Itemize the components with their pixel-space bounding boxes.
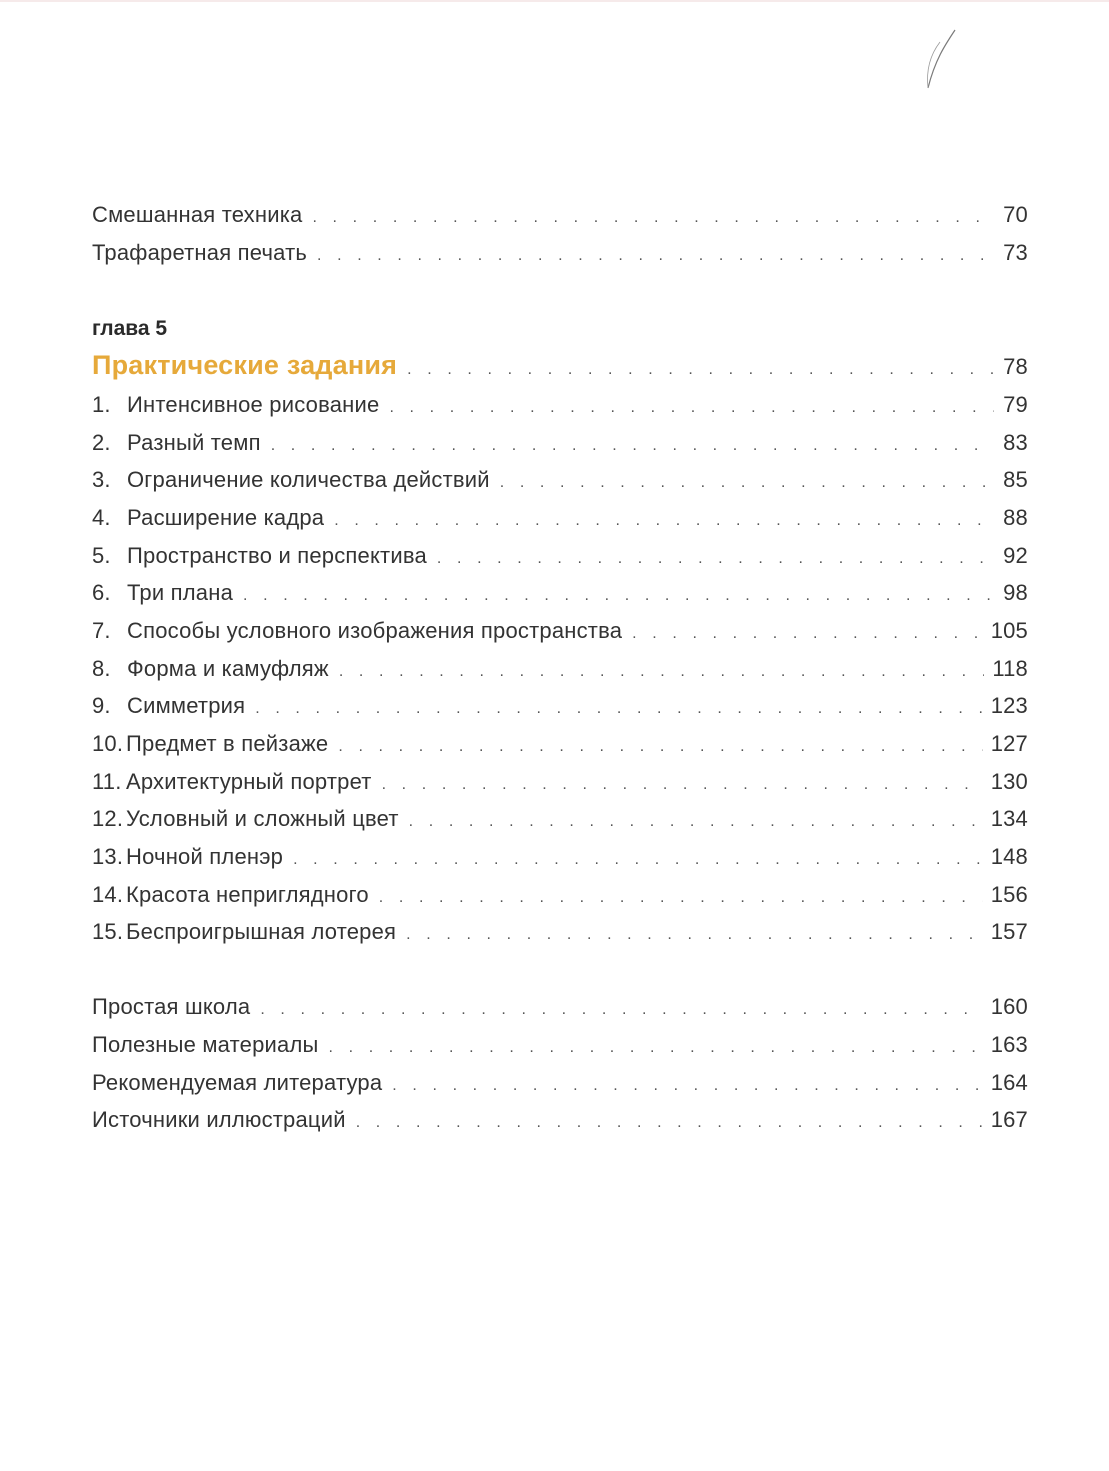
dot-leader xyxy=(632,617,983,651)
dot-leader xyxy=(409,805,983,839)
toc-item[interactable] xyxy=(92,765,1028,799)
chapter-page: 78 xyxy=(1003,354,1028,379)
dot-leader xyxy=(406,918,983,952)
toc-item-page: 157 xyxy=(990,919,1028,944)
dot-leader xyxy=(379,881,983,915)
toc-item[interactable] xyxy=(92,840,1028,874)
toc-item-title: Предмет в пейзаже xyxy=(126,731,329,756)
toc-item-number: 11. xyxy=(92,769,122,794)
toc-item-number: 4. xyxy=(92,505,111,530)
toc-item-page: 148 xyxy=(990,844,1028,869)
toc-item[interactable] xyxy=(92,426,1028,460)
toc-item-page: 79 xyxy=(1003,392,1028,417)
toc-item-number: 3. xyxy=(92,467,111,492)
toc-entry-page: 73 xyxy=(1003,240,1028,265)
toc-entry-title: Простая школа xyxy=(92,994,251,1019)
toc-item[interactable] xyxy=(92,878,1028,912)
toc-item-title: Разный темп xyxy=(127,430,261,455)
toc-item[interactable] xyxy=(92,501,1028,535)
toc-item-number: 10. xyxy=(92,731,124,756)
dot-leader xyxy=(243,579,994,613)
toc-item-number: 6. xyxy=(92,580,111,605)
dot-leader xyxy=(500,466,994,500)
toc-item-title: Способы условного изображения пространства xyxy=(127,618,623,643)
dot-leader xyxy=(392,1069,982,1103)
toc-item-title: Форма и камуфляж xyxy=(127,656,329,681)
toc-item-number: 2. xyxy=(92,430,111,455)
pencil-stroke-mark xyxy=(0,0,1109,120)
toc-item[interactable] xyxy=(92,539,1028,573)
dot-leader xyxy=(338,730,982,764)
toc-item-page: 92 xyxy=(1003,543,1028,568)
toc-entry-page: 163 xyxy=(990,1032,1028,1057)
toc-entry[interactable] xyxy=(92,1066,1028,1100)
toc-item-title: Красота неприглядного xyxy=(126,882,369,907)
toc-item[interactable] xyxy=(92,463,1028,497)
dot-leader xyxy=(334,504,994,538)
toc-item-title: Архитектурный портрет xyxy=(126,769,372,794)
toc-item-page: 134 xyxy=(990,806,1028,831)
toc-entry-page: 167 xyxy=(990,1107,1028,1132)
toc-item-title: Интенсивное рисование xyxy=(127,392,380,417)
toc-item-number: 15. xyxy=(92,919,124,944)
toc-entry-title: Источники иллюстраций xyxy=(92,1107,346,1132)
toc-item[interactable] xyxy=(92,576,1028,610)
toc-item-title: Пространство и перспектива xyxy=(127,543,427,568)
toc-item[interactable] xyxy=(92,915,1028,949)
toc-item-number: 14. xyxy=(92,882,124,907)
toc-item-page: 88 xyxy=(1003,505,1028,530)
toc-item-number: 5. xyxy=(92,543,111,568)
toc-entry-page: 160 xyxy=(990,994,1028,1019)
toc-item[interactable] xyxy=(92,727,1028,761)
dot-leader xyxy=(312,201,994,235)
toc-item-page: 118 xyxy=(992,656,1028,681)
dot-leader xyxy=(260,993,982,1027)
toc-item-page: 123 xyxy=(990,693,1028,718)
toc-item[interactable] xyxy=(92,689,1028,723)
toc-item-number: 9. xyxy=(92,693,111,718)
toc-item-title: Ограничение количества действий xyxy=(127,467,490,492)
toc-item-page: 130 xyxy=(990,769,1028,794)
dot-leader xyxy=(389,391,994,425)
toc-item[interactable] xyxy=(92,388,1028,422)
toc-item[interactable] xyxy=(92,614,1028,648)
toc-item-title: Расширение кадра xyxy=(127,505,325,530)
toc-item-number: 7. xyxy=(92,618,111,643)
toc-item-number: 1. xyxy=(92,392,111,417)
toc-item[interactable] xyxy=(92,652,1028,686)
toc-item-number: 8. xyxy=(92,656,111,681)
dot-leader xyxy=(293,843,983,877)
dot-leader xyxy=(339,655,984,689)
toc-entry-page: 70 xyxy=(1003,202,1028,227)
dot-leader xyxy=(407,351,994,389)
toc-entry-page: 164 xyxy=(990,1070,1028,1095)
toc-entry[interactable] xyxy=(92,990,1028,1024)
dot-leader xyxy=(382,768,983,802)
chapter-title: Практические задания xyxy=(92,350,398,380)
toc-entry-title: Рекомендуемая литература xyxy=(92,1070,383,1095)
toc-item-title: Ночной пленэр xyxy=(126,844,284,869)
toc-entry-title: Полезные материалы xyxy=(92,1032,319,1057)
toc-entry-title: Трафаретная печать xyxy=(92,240,308,265)
toc-item-page: 85 xyxy=(1003,467,1028,492)
chapter-heading[interactable] xyxy=(92,346,1028,384)
toc-item-title: Беспроигрышная лотерея xyxy=(126,919,397,944)
toc-item-title: Условный и сложный цвет xyxy=(126,806,399,831)
toc-item-title: Симметрия xyxy=(127,693,246,718)
dot-leader xyxy=(271,429,994,463)
dot-leader xyxy=(329,1031,983,1065)
toc-item-page: 105 xyxy=(990,618,1028,643)
toc-item[interactable] xyxy=(92,802,1028,836)
toc-entry-title: Смешанная техника xyxy=(92,202,303,227)
toc-entry[interactable] xyxy=(92,198,1028,232)
chapter-label: глава 5 xyxy=(92,317,168,340)
toc-item-page: 127 xyxy=(990,731,1028,756)
toc-item-page: 98 xyxy=(1003,580,1028,605)
toc-item-title: Три плана xyxy=(127,580,234,605)
toc-item-number: 12. xyxy=(92,806,124,831)
toc-item-number: 13. xyxy=(92,844,124,869)
toc-item-page: 83 xyxy=(1003,430,1028,455)
toc-item-page: 156 xyxy=(990,882,1028,907)
toc-entry[interactable] xyxy=(92,1028,1028,1062)
dot-leader xyxy=(356,1106,983,1140)
dot-leader xyxy=(255,692,982,726)
toc-entry[interactable] xyxy=(92,1103,1028,1137)
dot-leader xyxy=(317,239,994,273)
toc-entry[interactable] xyxy=(92,236,1028,270)
dot-leader xyxy=(437,542,994,576)
